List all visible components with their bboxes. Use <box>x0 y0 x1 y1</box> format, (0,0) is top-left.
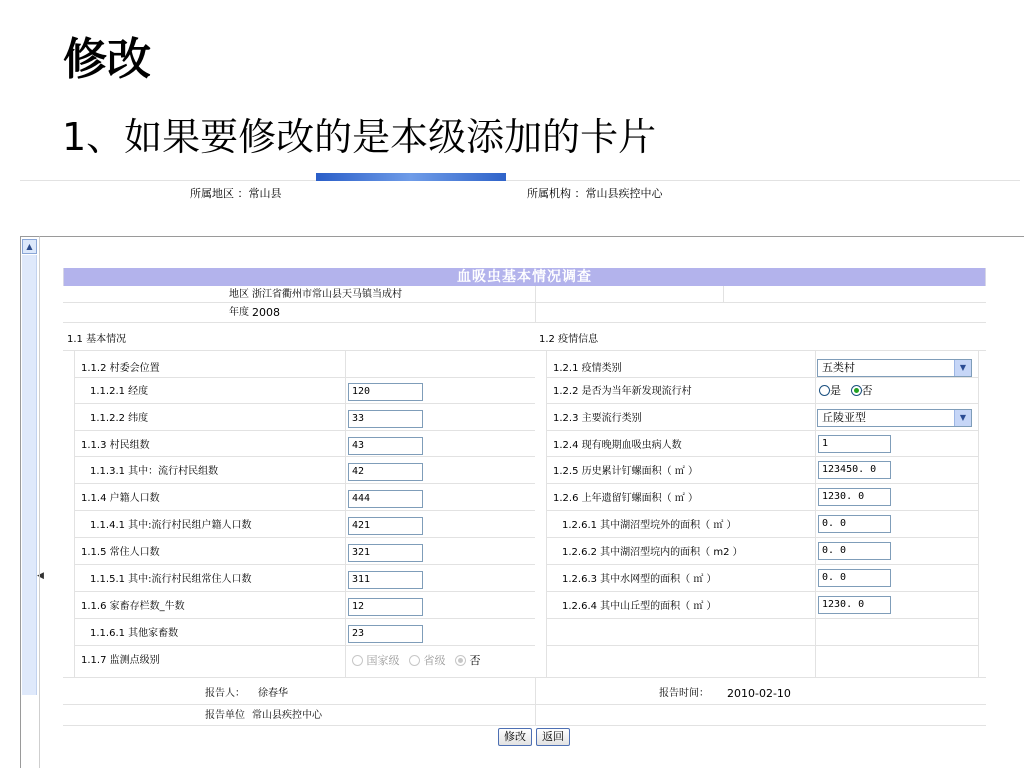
modify-button[interactable]: 修改 <box>498 728 532 746</box>
epidemic-category-select[interactable] <box>817 359 972 377</box>
latitude-input[interactable]: 33 <box>348 410 423 428</box>
last-year-snail-area-input[interactable]: 1230. 0 <box>818 488 891 506</box>
report-time-label: 报告时间： <box>659 688 709 699</box>
right-grid-edge <box>978 351 979 677</box>
collapse-left-icon[interactable]: ◀ <box>37 571 44 581</box>
new-village-option-yes[interactable] <box>819 384 841 397</box>
row-label-epidemic-resident-population: 1.1.5.1 其中:流行村民组常住人口数 <box>90 574 252 585</box>
monitor-level-option-provincial[interactable] <box>409 654 446 667</box>
row-divider <box>63 725 986 726</box>
region-value: 浙江省衢州市常山县天马镇当成村 <box>252 289 402 300</box>
row-divider <box>75 456 535 457</box>
new-village-radio-group[interactable] <box>819 384 879 398</box>
row-label-historical-snail-area: 1.2.5 历史累计钉螺面积（ ㎡ ） <box>553 466 698 477</box>
monitor-level-option-none[interactable] <box>455 654 481 667</box>
row-divider <box>547 456 978 457</box>
row-label-resident-population: 1.1.5 常住人口数 <box>81 547 160 558</box>
year-value: 2008 <box>252 306 280 319</box>
row-label-longitude: 1.1.2.1 经度 <box>90 386 149 397</box>
report-unit-value: 常山县疾控中心 <box>252 710 322 721</box>
row-divider <box>547 403 978 404</box>
new-village-option-no[interactable] <box>851 384 873 397</box>
left-frame <box>20 236 44 768</box>
row-label-lake-inside-area: 1.2.6.2 其中湖沼型垸内的面积（ m2 ） <box>562 547 743 558</box>
chevron-down-icon[interactable]: ▼ <box>954 410 971 426</box>
row-divider <box>63 302 986 303</box>
radio-icon <box>819 385 830 396</box>
late-stage-patients-input[interactable]: 1 <box>818 435 891 453</box>
row-divider <box>63 704 986 705</box>
header-org-info: 所属机构 ：常山县疾控中心 <box>527 187 663 200</box>
monitor-level-option-national[interactable] <box>352 654 400 667</box>
column-divider <box>535 286 536 322</box>
chevron-down-icon[interactable]: ▼ <box>954 360 971 376</box>
row-label-cattle-count: 1.1.6 家畜存栏数_牛数 <box>81 601 185 612</box>
epidemic-registered-population-input[interactable]: 421 <box>348 517 423 535</box>
section-basic-info: 1.1 基本情况 <box>67 334 127 345</box>
radio-selected-icon <box>851 385 862 396</box>
reporter-value: 徐春华 <box>258 688 288 699</box>
epidemic-groups-input[interactable]: 42 <box>348 463 423 481</box>
slide-subtitle: 1、如果要修改的是本级添加的卡片 <box>62 115 657 159</box>
row-label-late-stage-patients: 1.2.4 现有晚期血吸虫病人数 <box>553 440 682 451</box>
row-label-monitor-level: 1.1.7 监测点级别 <box>81 655 160 666</box>
slide-title: 修改 <box>63 34 151 85</box>
longitude-input[interactable]: 120 <box>348 383 423 401</box>
radio-icon <box>409 655 420 666</box>
lake-inside-area-input[interactable]: 0. 0 <box>818 542 891 560</box>
row-label-other-livestock: 1.1.6.1 其他家畜数 <box>90 628 179 639</box>
year-label: 年度 <box>229 307 249 318</box>
row-divider <box>75 403 535 404</box>
region-label: 地区 <box>229 289 249 300</box>
radio-selected-icon <box>455 655 466 666</box>
row-divider <box>75 618 535 619</box>
form-title: 血吸虫基本情况调查 <box>64 268 985 286</box>
row-divider <box>75 645 535 646</box>
row-divider <box>75 591 535 592</box>
row-divider <box>547 537 978 538</box>
option-label: 省级 <box>423 654 446 667</box>
row-divider <box>547 591 978 592</box>
main-type-select[interactable] <box>817 409 972 427</box>
row-divider <box>547 618 978 619</box>
right-grid-divider <box>815 351 816 677</box>
section-epidemic-info: 1.2 疫情信息 <box>539 334 599 345</box>
row-divider <box>547 430 978 431</box>
row-label-main-type: 1.2.3 主要流行类别 <box>553 413 642 424</box>
row-label-epidemic-registered-population: 1.1.4.1 其中:流行村民组户籍人口数 <box>90 520 252 531</box>
row-divider <box>547 377 978 378</box>
row-divider <box>63 350 986 351</box>
other-livestock-input[interactable]: 23 <box>348 625 423 643</box>
row-label-water-network-area: 1.2.6.3 其中水网型的面积（ ㎡ ） <box>562 574 717 585</box>
row-divider <box>63 322 986 323</box>
row-divider <box>75 537 535 538</box>
cattle-count-input[interactable]: 12 <box>348 598 423 616</box>
report-unit-label: 报告单位 <box>205 710 245 721</box>
row-divider <box>547 645 978 646</box>
water-network-area-input[interactable]: 0. 0 <box>818 569 891 587</box>
select-value: 丘陵亚型 <box>822 411 866 424</box>
reporter-label: 报告人： <box>205 688 245 699</box>
row-divider <box>75 483 535 484</box>
row-divider <box>547 510 978 511</box>
row-divider <box>547 483 978 484</box>
row-divider <box>75 564 535 565</box>
historical-snail-area-input[interactable]: 123450. 0 <box>818 461 891 479</box>
column-divider <box>535 678 536 726</box>
row-label-village-location: 1.1.2 村委会位置 <box>81 363 160 374</box>
registered-population-input[interactable]: 444 <box>348 490 423 508</box>
row-label-lake-outside-area: 1.2.6.1 其中湖沼型垸外的面积（ ㎡ ） <box>562 520 737 531</box>
village-groups-input[interactable]: 43 <box>348 437 423 455</box>
row-label-hilly-area: 1.2.6.4 其中山丘型的面积（ ㎡ ） <box>562 601 717 612</box>
header-region-info: 所属地区 ：常山县 <box>190 187 282 200</box>
left-grid-divider <box>345 351 346 677</box>
scroll-up-arrow-icon[interactable]: ▲ <box>22 239 37 254</box>
resident-population-input[interactable]: 321 <box>348 544 423 562</box>
row-label-epidemic-category: 1.2.1 疫情类别 <box>553 363 622 374</box>
row-label-latitude: 1.1.2.2 纬度 <box>90 413 149 424</box>
report-time-value: 2010-02-10 <box>727 687 791 700</box>
header-banner-image <box>316 173 506 181</box>
row-label-new-village: 1.2.2 是否为当年新发现流行村 <box>553 386 692 397</box>
radio-icon <box>352 655 363 666</box>
monitor-level-radio-group[interactable] <box>352 654 487 668</box>
row-label-last-year-snail-area: 1.2.6 上年遗留钉螺面积（ ㎡ ） <box>553 493 698 504</box>
header-divider <box>20 180 1020 181</box>
column-divider <box>723 286 724 302</box>
row-divider <box>63 677 986 678</box>
option-label: 是 <box>830 384 841 397</box>
left-grid-border <box>74 351 75 677</box>
back-button[interactable]: 返回 <box>536 728 570 746</box>
survey-form <box>63 268 986 286</box>
option-label: 国家级 <box>366 654 400 667</box>
epidemic-resident-population-input[interactable]: 311 <box>348 571 423 589</box>
lake-outside-area-input[interactable]: 0. 0 <box>818 515 891 533</box>
right-grid-border <box>546 351 547 677</box>
vertical-scrollbar[interactable] <box>22 255 37 695</box>
select-value: 五类村 <box>822 361 855 374</box>
hilly-area-input[interactable]: 1230. 0 <box>818 596 891 614</box>
row-label-epidemic-groups: 1.1.3.1 其中：流行村民组数 <box>90 466 219 477</box>
row-divider <box>547 564 978 565</box>
option-label: 否 <box>469 654 481 667</box>
row-divider <box>75 430 535 431</box>
row-label-village-groups: 1.1.3 村民组数 <box>81 440 150 451</box>
row-divider <box>75 377 535 378</box>
row-label-registered-population: 1.1.4 户籍人口数 <box>81 493 160 504</box>
row-divider <box>75 510 535 511</box>
option-label: 否 <box>861 384 873 397</box>
